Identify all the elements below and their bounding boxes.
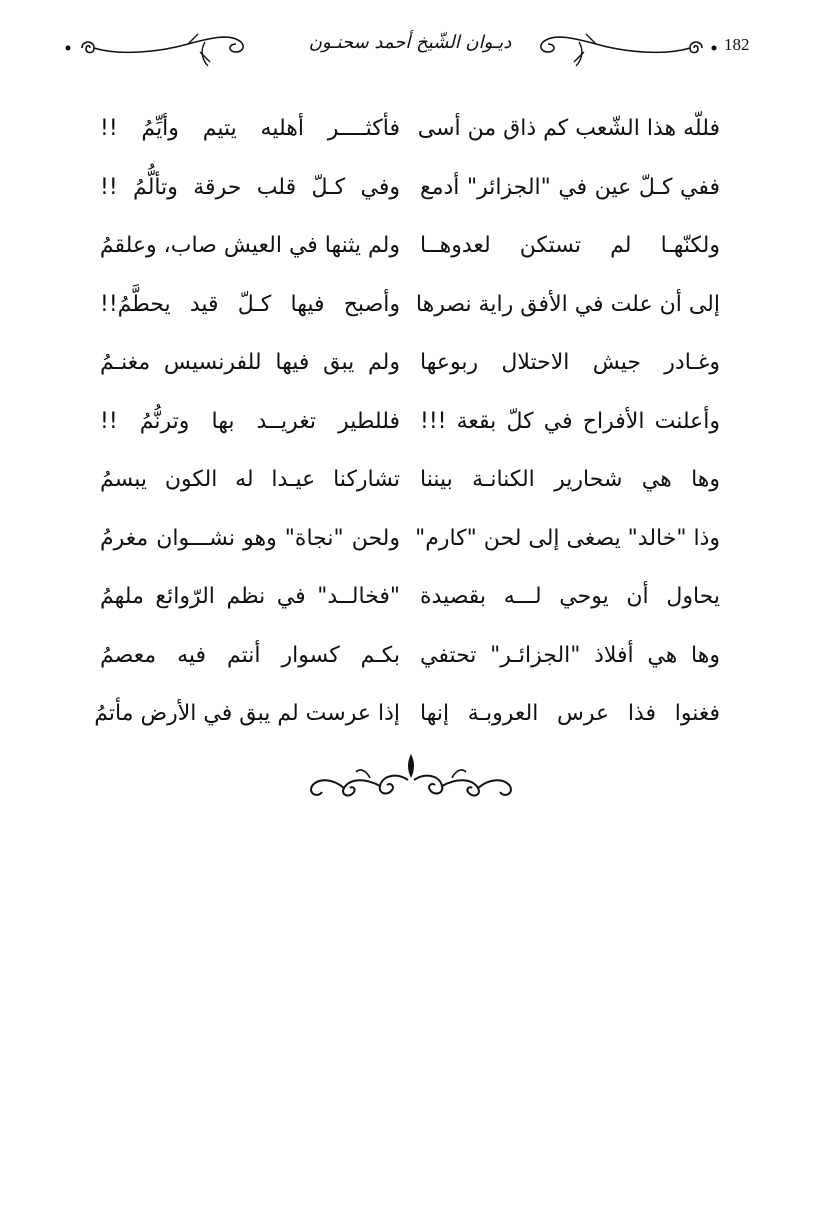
- verse-first-hemistich: ولكنّهـا لم تستكن لعدوهــا: [420, 233, 720, 259]
- page-number: 182: [724, 35, 750, 54]
- verse-first-hemistich: وغـادر جيش الاحتلال ربوعها: [420, 350, 720, 376]
- verse-first-hemistich: وها هي شحارير الكنانـة بيننا: [420, 467, 720, 493]
- verse: [100, 510, 720, 569]
- verse-second-hemistich: وفي كـلّ قلب حرقة وتألُّمُ !!: [100, 174, 400, 200]
- verse-second-hemistich: فللطير تغريــد بها وترنُّمُ !!: [100, 408, 400, 434]
- verse-first-hemistich: إلى أن علت في الأفق راية نصرها: [415, 291, 720, 317]
- verse-second-hemistich: وأصبح فيها كـلّ قيد يحطَّمُ!!: [100, 291, 400, 317]
- verse: [100, 100, 720, 159]
- verse-first-hemistich: وها هي أفلاذ "الجزائـر" تحتفي: [420, 642, 720, 668]
- verse-second-hemistich: "فخالــد" في نظم الرّوائع ملهمُ: [100, 584, 400, 610]
- verse: [100, 568, 720, 627]
- verse-second-hemistich: ولم يثنها في العيش صاب، وعلقمُ: [99, 233, 400, 259]
- verse-second-hemistich: ولحن "نجاة" وهو نشـــوان مغرمُ: [100, 525, 400, 551]
- verse-first-hemistich: ففي كـلّ عين في "الجزائر" أدمع: [420, 174, 720, 200]
- verse: [100, 451, 720, 510]
- verse: [100, 159, 720, 218]
- verse: [100, 627, 720, 686]
- header-title: ديـوان الشّيخ أحمد سحنـون: [308, 32, 512, 53]
- verse-second-hemistich: فأكثــــر أهليه يتيم وأيِّمُ !!: [100, 116, 400, 142]
- verse: [100, 393, 720, 452]
- verse: [100, 217, 720, 276]
- verse-first-hemistich: وأعلنت الأفراح في كلّ بقعة !!!: [420, 408, 720, 434]
- verse-second-hemistich: ولم يبق فيها للفرنسيس مغنـمُ: [100, 350, 400, 376]
- page-header: [60, 22, 760, 78]
- verse-second-hemistich: بكـم كسوار أنتم فيه معصمُ: [100, 642, 400, 668]
- verse: [94, 685, 720, 744]
- end-ornament-icon: [300, 748, 522, 806]
- verse-first-hemistich: يحاول أن يوحي لـــه بقصيدة: [420, 584, 720, 610]
- verse-first-hemistich: فللّه هذا الشّعب كم ذاق من أسى: [417, 116, 720, 142]
- verse: [100, 276, 720, 335]
- verse: [100, 334, 720, 393]
- verse-second-hemistich: إذا عرست لم يبق في الأرض مأتمُ: [94, 701, 400, 727]
- verse-first-hemistich: وذا "خالد" يصغى إلى لحن "كارم": [415, 525, 720, 551]
- verse-first-hemistich: فغنوا فذا عرس العروبـة إنها: [420, 701, 720, 727]
- poem: [94, 100, 720, 744]
- verse-second-hemistich: تشاركنا عيـدا له الكون يبسمُ: [100, 467, 400, 493]
